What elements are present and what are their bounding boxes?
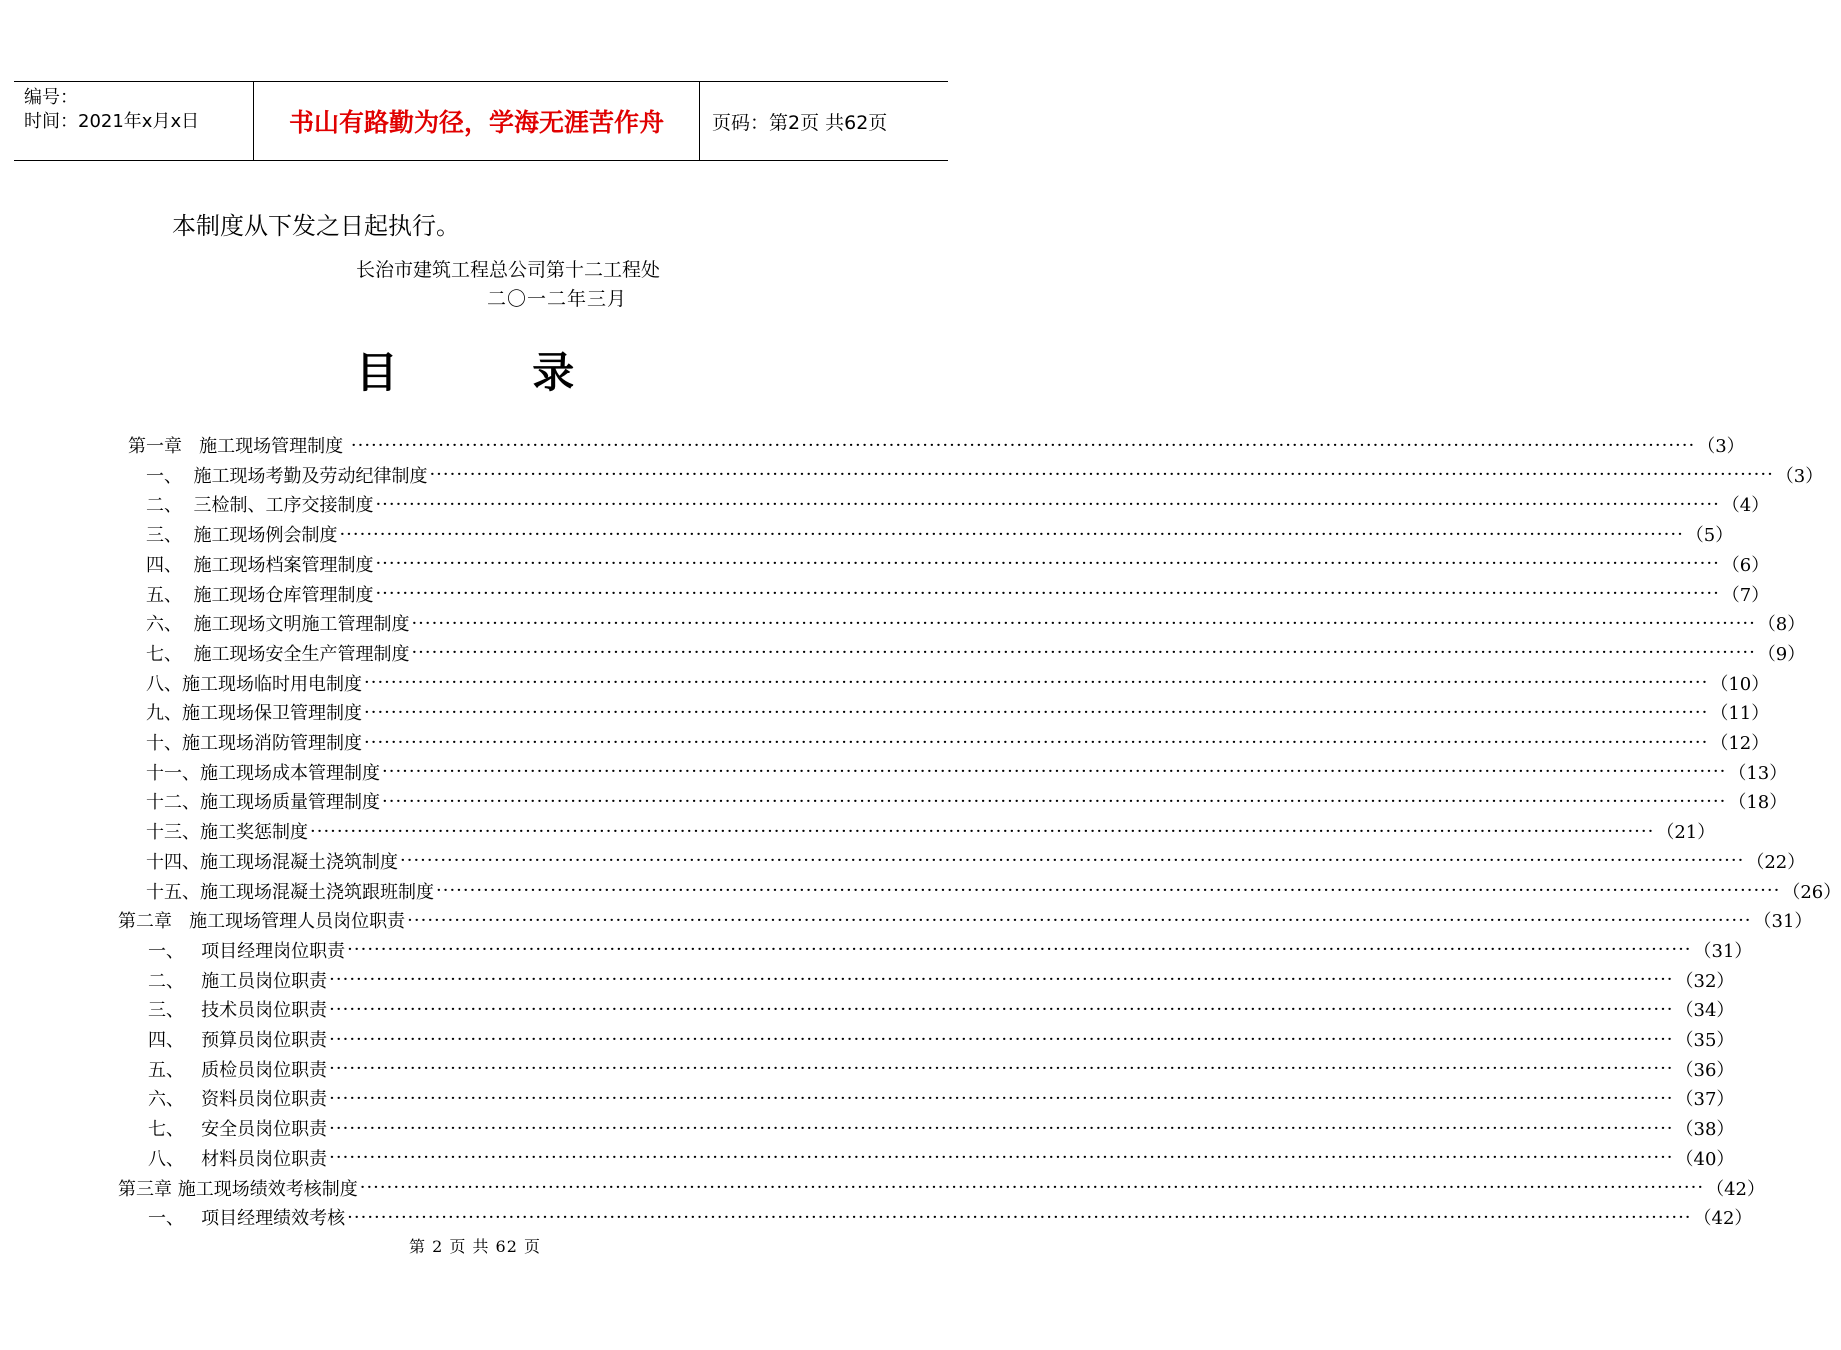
- toc-leader-dots: ········································································································································································································: [436, 880, 1781, 901]
- toc-entry[interactable]: [148, 1054, 1735, 1084]
- toc-entry-label: 一、 项目经理岗位职责: [148, 940, 346, 962]
- toc-entry-page: （13）: [1728, 762, 1788, 784]
- motto: 书山有路勤为径，学海无涯苦作舟: [288, 108, 664, 137]
- toc-entry-label: 四、 施工现场档案管理制度: [146, 554, 374, 576]
- toc-entry-page: （42）: [1693, 1208, 1753, 1230]
- toc-entry[interactable]: [118, 1173, 1765, 1203]
- toc-entry-page: （18）: [1728, 792, 1788, 814]
- toc-entry[interactable]: [148, 1083, 1735, 1113]
- toc-leader-dots: ········································································································································································································: [364, 701, 1709, 723]
- toc-entry-label: 二、 三检制、工序交接制度: [146, 495, 374, 517]
- toc-entry[interactable]: [146, 727, 1770, 757]
- toc-entry[interactable]: [148, 994, 1735, 1024]
- toc-entry-label: 第三章 施工现场绩效考核制度: [118, 1178, 358, 1200]
- toc-entry[interactable]: [118, 905, 1813, 935]
- toc-entry[interactable]: [146, 579, 1770, 609]
- toc-leader-dots: ········································································································································································································: [429, 464, 1774, 486]
- header-meta: [14, 82, 254, 160]
- toc-entry-label: 九、施工现场保卫管理制度: [146, 703, 362, 725]
- toc-leader-dots: ········································································································································································································: [375, 493, 1720, 515]
- toc-entry[interactable]: [146, 519, 1734, 549]
- toc-entry[interactable]: [148, 1113, 1735, 1143]
- toc-entry-page: （37）: [1675, 1089, 1735, 1111]
- toc-leader-dots: ········································································································································································································: [364, 672, 1709, 694]
- toc-leader-dots: ········································································································································································································: [411, 642, 1756, 664]
- toc-leader-dots: ········································································································································································································: [329, 969, 1674, 991]
- toc-entry-label: 十一、施工现场成本管理制度: [146, 762, 380, 784]
- toc-leader-dots: ········································································································································································································: [329, 1147, 1674, 1169]
- toc-entry-page: （34）: [1675, 1000, 1735, 1022]
- toc-leader-dots: ········································································································································································································: [411, 612, 1756, 634]
- toc-entry[interactable]: [148, 965, 1735, 995]
- toc-entry-page: （21）: [1656, 822, 1716, 844]
- header-page-info: 页码：第2页 共62页: [712, 111, 888, 134]
- toc-entry-label: 第一章 施工现场管理制度: [128, 436, 349, 457]
- organization: 长治市建筑工程总公司第十二工程处: [356, 259, 661, 281]
- toc-leader-dots: ········································································································································································································: [329, 1117, 1674, 1139]
- toc-entry-page: （36）: [1675, 1059, 1735, 1081]
- toc-entry[interactable]: [146, 846, 1806, 876]
- toc-entry-label: 四、 预算员岗位职责: [148, 1030, 328, 1051]
- toc-leader-dots: ········································································································································································································: [382, 790, 1727, 812]
- toc-entry-label: 一、 项目经理绩效考核: [148, 1208, 346, 1230]
- toc-entry[interactable]: [146, 549, 1770, 579]
- page-footer: 第 2 页 共 62 页: [409, 1237, 541, 1256]
- toc-leader-dots: ········································································································································································································: [347, 939, 1692, 961]
- toc-entry[interactable]: [146, 876, 1841, 906]
- toc-entry-page: （6）: [1721, 554, 1770, 576]
- toc-leader-dots: ········································································································································································································: [350, 434, 1696, 456]
- toc-entry-label: 三、 施工现场例会制度: [146, 525, 338, 547]
- toc-leader-dots: ········································································································································································································: [347, 1206, 1692, 1228]
- toc-entry-page: （10）: [1710, 673, 1770, 695]
- number-label: 编号：: [24, 87, 78, 108]
- toc-entry-label: 一、 施工现场考勤及劳动纪律制度: [146, 465, 428, 487]
- toc-entry-page: （3）: [1697, 436, 1745, 457]
- toc-leader-dots: ········································································································································································································: [329, 1058, 1674, 1080]
- toc-entry-label: 六、 资料员岗位职责: [148, 1089, 328, 1111]
- toc-entry-page: （3）: [1775, 465, 1824, 487]
- toc-entry[interactable]: [146, 608, 1806, 638]
- toc-entry-label: 十三、施工奖惩制度: [146, 822, 308, 844]
- toc-entry-label: 五、 施工现场仓库管理制度: [146, 584, 374, 606]
- toc-leader-dots: ········································································································································································································: [310, 820, 1655, 842]
- toc-leader-dots: ········································································································································································································: [329, 998, 1674, 1020]
- toc-entry-page: （22）: [1746, 851, 1806, 873]
- toc-leader-dots: ········································································································································································································: [364, 731, 1709, 753]
- execution-note: 本制度从下发之日起执行。: [172, 212, 460, 240]
- toc-leader-dots: ········································································································································································································: [407, 909, 1752, 931]
- toc-entry-label: 八、施工现场临时用电制度: [146, 673, 362, 695]
- toc-entry[interactable]: [148, 1024, 1735, 1054]
- toc-leader-dots: ········································································································································································································: [359, 1177, 1705, 1198]
- toc-leader-dots: ········································································································································································································: [329, 1028, 1674, 1050]
- toc-entry-label: 七、 安全员岗位职责: [148, 1119, 328, 1141]
- toc-entry-label: 十二、施工现场质量管理制度: [146, 792, 380, 814]
- toc-entry-page: （31）: [1693, 940, 1753, 962]
- toc-leader-dots: ········································································································································································································: [382, 761, 1727, 783]
- toc-entry[interactable]: [146, 786, 1788, 816]
- page-header: [14, 81, 948, 161]
- toc-entry[interactable]: [146, 816, 1716, 846]
- toc-entry-label: 三、 技术员岗位职责: [148, 1000, 328, 1022]
- toc-entry-page: （32）: [1675, 970, 1735, 992]
- toc-entry[interactable]: [146, 697, 1770, 727]
- toc-entry-page: （9）: [1757, 643, 1806, 665]
- toc-entry-label: 八、 材料员岗位职责: [148, 1148, 328, 1170]
- toc-leader-dots: ········································································································································································································: [329, 1087, 1674, 1109]
- toc-title: 目 录: [355, 348, 635, 397]
- toc-entry-label: 六、 施工现场文明施工管理制度: [146, 614, 410, 636]
- toc-entry-label: 七、 施工现场安全生产管理制度: [146, 643, 410, 665]
- toc-entry[interactable]: [148, 1202, 1753, 1232]
- toc-entry-label: 第二章 施工现场管理人员岗位职责: [118, 911, 406, 933]
- toc-entry-page: （35）: [1675, 1030, 1735, 1051]
- toc-entry[interactable]: [128, 430, 1745, 460]
- toc-entry-page: （26）: [1782, 881, 1841, 903]
- issue-date: 二〇一二年三月: [487, 288, 628, 310]
- toc-entry-page: （42）: [1706, 1178, 1765, 1200]
- toc-entry[interactable]: [146, 460, 1824, 490]
- time-label: 时间：2021年x月x日: [24, 111, 200, 132]
- toc-entry-page: （12）: [1710, 733, 1770, 754]
- toc-entry[interactable]: [146, 668, 1770, 698]
- toc-entry-page: （31）: [1753, 911, 1813, 933]
- toc-leader-dots: ········································································································································································································: [375, 583, 1720, 604]
- toc-entry-page: （8）: [1757, 614, 1806, 636]
- toc-entry[interactable]: [146, 757, 1788, 787]
- toc-entry[interactable]: [148, 935, 1753, 965]
- toc-leader-dots: ········································································································································································································: [375, 553, 1720, 575]
- toc-leader-dots: ········································································································································································································: [400, 850, 1745, 872]
- toc-entry[interactable]: [146, 638, 1806, 668]
- toc-entry-label: 十、施工现场消防管理制度: [146, 733, 362, 754]
- toc-entry-label: 二、 施工员岗位职责: [148, 970, 328, 992]
- toc-entry-page: （11）: [1710, 703, 1770, 725]
- toc-entry-page: （38）: [1675, 1119, 1735, 1141]
- toc-entry-page: （40）: [1675, 1148, 1735, 1170]
- toc-entry-label: 五、 质检员岗位职责: [148, 1059, 328, 1081]
- toc-entry[interactable]: [146, 489, 1770, 519]
- toc-entry-page: （5）: [1685, 525, 1734, 547]
- toc-entry-label: 十四、施工现场混凝土浇筑制度: [146, 851, 398, 873]
- toc-entry-label: 十五、施工现场混凝土浇筑跟班制度: [146, 881, 434, 903]
- toc-entry[interactable]: [148, 1143, 1735, 1173]
- header-motto-cell: [254, 82, 700, 160]
- toc-leader-dots: ········································································································································································································: [339, 523, 1684, 545]
- toc-entry-page: （7）: [1721, 584, 1770, 606]
- toc-entry-page: （4）: [1721, 495, 1770, 517]
